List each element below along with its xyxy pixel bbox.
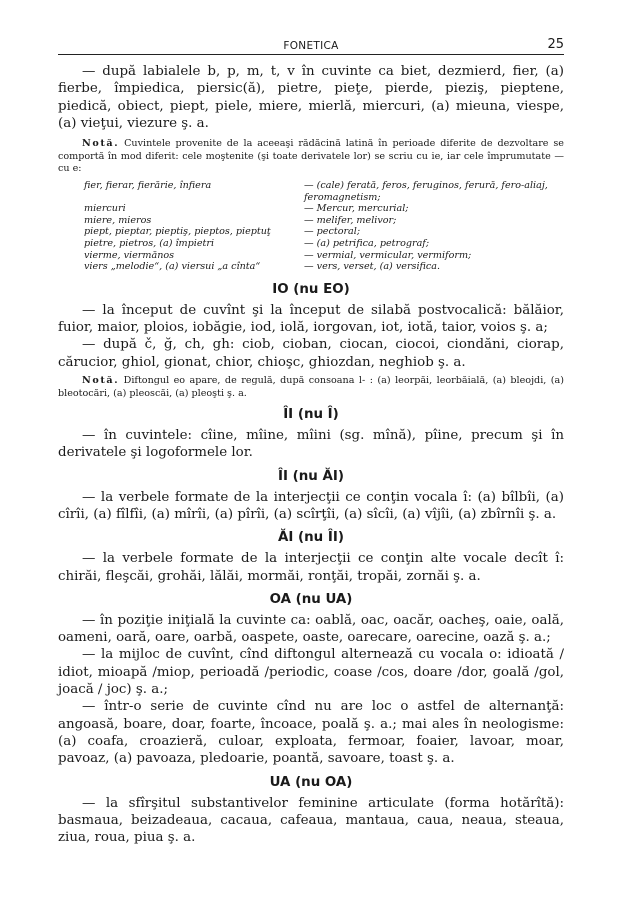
inherited-form: vierme, viermănos (84, 249, 175, 261)
table-row (84, 250, 554, 262)
paragraph-ii-verbs: — la verbele formate de la interjecţii ce conţin vocala î: (a) bîlbîi, (a) cîrîi, (a) fîlfîi, (a) mîrîi, (a) pîrîi, (a) scîrţîi, (a) sîcîi, (a) vîjîi, (a) zbîrnîi ş. a. (58, 489, 564, 522)
borrowed-form: — vers, verset, (a) versifica. (304, 261, 441, 273)
borrowed-form: — pectoral; (304, 226, 361, 238)
borrowed-form: — melifer, melivor; (304, 214, 397, 226)
note-text: Diftongul eo apare, de regulă, după consoana l- : (a) leorpăi, leorbăială, (a) bleojdi, (a) bleotocări, (a) pleoscăi, (a) pleoşti ş. a. (58, 374, 564, 399)
paragraph-labials: — după labialele b, p, m, t, v în cuvinte ca biet, dezmierd, fier, (a) fierbe, împiedica, piersic(ă), pietre, pieţe, pierde, pieziş, pieptene, piedică, obiect, piept, piele, miere, mierlă, miercuri, (a) mieuna, viespe, (a) vieţui, viezure ş. a. (58, 64, 564, 131)
inherited-form: piept, pieptar, pieptiş, pieptos, pieptuţ (84, 226, 271, 238)
paragraph-io-start: — la început de cuvînt şi la început de silabă postvocalică: bălăior, fuior, maior, ploios, iobăgie, iod, iolă, iorgovan, iot, iotă, taior, voios ş. a; (58, 302, 564, 336)
table-row (84, 238, 554, 250)
paragraph-oa-initial: — în poziţie iniţială la cuvinte ca: oablă, oac, oacăr, oacheş, oaie, oală, oameni, oară, oare, oarbă, oaspete, oaste, oarecare, oarecine, oază ş. a.; (58, 612, 564, 646)
note-label: Notă. (82, 374, 120, 386)
paragraph-ua: — la sfîrşitul substantivelor feminine articulate (forma hotărîtă): basmaua, beizadeaua, cacaua, cafeaua, mantaua, caua, neaua, steaua, ziua, roua, piua ş. a. (58, 795, 564, 846)
inherited-form: miere, mieros (84, 214, 152, 226)
note-eo (58, 375, 564, 400)
inherited-form: pietre, pietros, (a) împietri (84, 237, 215, 249)
running-header (58, 34, 564, 55)
note-etymology (58, 138, 564, 176)
paragraph-oa-neologisms: — într-o serie de cuvinte cînd nu are loc o astfel de alternanţă: angoasă, boare, doar, foarte, încoace, poală ş. a.; mai ales în neologisme: (a) coafa, croazieră, culoar, exploata, fermoar, foaier, lavoar, moar, pavoaz, (a) pavoaza, pledoarie, poantă, savoare, toast ş. a. (58, 699, 564, 767)
table-row (84, 180, 554, 203)
paragraph-ii: — în cuvintele: cîine, mîine, mîini (sg. mînă), pîine, precum şi în derivatele şi logoformele lor. (58, 428, 564, 461)
table-row (84, 226, 554, 238)
inherited-form: miercuri (84, 203, 126, 215)
section-heading-ua: UA (nu OA) (269, 774, 353, 790)
table-row (84, 261, 554, 273)
borrowed-form: — Mercur, mercurial; (304, 203, 409, 215)
word-pairs-table (84, 180, 554, 273)
paragraph-ai-verbs: — la verbele formate de la interjecţii ce conţin alte vocale decît î: chirăi, fleşcăi, grohăi, lălăi, mormăi, ronţăi, tropăi, zornăi ş. a. (58, 551, 564, 584)
page-number: 25 (547, 37, 564, 52)
paragraph-io-after: — după č, ğ, ch, gh: ciob, cioban, ciocan, ciocoi, ciondăni, ciorap, cărucior, ghiol, gionat, chior, chioşc, ghiozdan, neghiob ş. a. (58, 337, 564, 370)
inherited-form: fier, fierar, fierărie, înfiera (84, 179, 212, 191)
section-heading-oa: OA (nu UA) (269, 591, 353, 607)
borrowed-form: — (a) petrifica, petrograf; (304, 237, 430, 249)
borrowed-form: — (cale) ferată, feros, feruginos, ferură, fero-aliaj, feromagnetism; (304, 179, 548, 203)
running-title: FONETICA (283, 40, 339, 52)
borrowed-form: — vermial, vermicular, vermiform; (304, 249, 472, 261)
inherited-form: viers „melodie“, (a) viersui „a cînta“ (84, 261, 261, 273)
note-label: Notă. (82, 138, 120, 150)
section-heading-ai: ĂI (nu ÎI) (278, 530, 344, 546)
section-heading-ii-not-ai: ÎI (nu ĂI) (278, 468, 344, 484)
table-row (84, 215, 554, 227)
document-page (58, 34, 564, 846)
paragraph-oa-alternation: — la mijloc de cuvînt, cînd diftongul alternează cu vocala o: idioată / idiot, mioapă /miop, perioadă /periodic, coase /cos, doare /dor, goală /gol, joacă / joc) ş. a.; (58, 647, 564, 698)
table-row (84, 203, 554, 215)
section-heading-ii: ÎI (nu Î) (283, 407, 339, 423)
section-heading-io: IO (nu EO) (272, 281, 350, 297)
note-text: Cuvintele provenite de la aceeaşi rădăcină latină în perioade diferite de dezvoltare se comportă în mod diferit: cele moştenite (şi toate derivatele lor) se scriu cu ie, iar cele împrumutate — cu e: (58, 138, 564, 175)
